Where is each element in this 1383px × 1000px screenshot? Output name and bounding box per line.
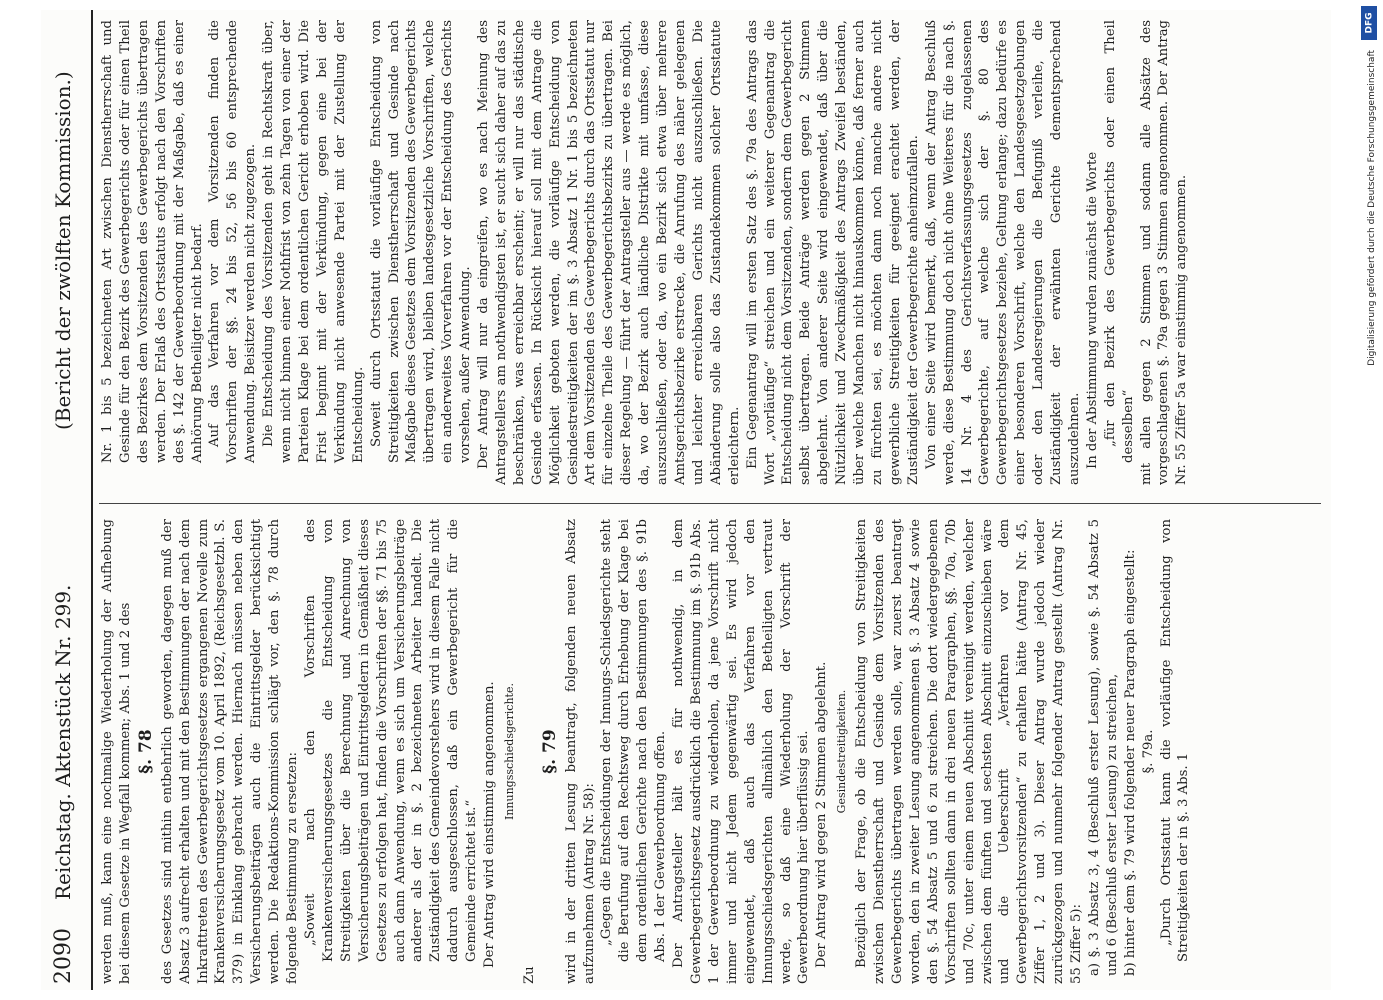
paragraph: Der Antragsteller hält es für nothwendig, in dem Gewerbegerichtsgesetz ausdrücklich die Bestimmung im §. 91b Abs. 1 der Gewerbeordnung zu wiederholen, da jene Vorschrift nicht immer und nicht Jedem gegenwärtig sei. Es wird jedoch eingewendet, daß auch das Verfahren vor den Innungsschiedsgerichten allmählich den Betheiligten vertraut werde, so daß eine Wiederholung der Vorschrift der Gewerbeordnung hier überflüssig sei. xyxy=(671,519,812,984)
rotated-document xyxy=(41,10,1331,990)
paragraph: Bezüglich der Frage, ob die Entscheidung von Streitigkeiten zwischen Dienstherrschaft und Gesinde dem Vorsitzenden des Gewerbegerichts übertragen werden solle, war zuerst beantragt worden, den in zweiter Lesung angenommenen §. 3 Absatz 4 sowie den §. 54 Absatz 5 und 6 zu streichen. Die dort wiedergegebenen Vorschriften sollten dann in drei neuen Paragraphen, §§. 70a, 70b und 70c, unter einem neuen Abschnitt vereinigt werden, welcher zwischen dem fünften und sechsten Abschnitt einzuschieben wäre und die Ueberschrift „Verfahren vor dem Gewerbegerichtsvorsitzenden“ zu erhalten hätte (Antrag Nr. 45, Ziffer 1, 2 und 3). Dieser Antrag wurde jedoch wieder zurückgezogen und nunmehr folgender Antrag gestellt (Antrag Nr. 55 Ziffer 5): xyxy=(854,519,1085,984)
left-column xyxy=(99,519,1321,984)
paragraph: Ein Gegenantrag will im ersten Satz des §. 79a des Antrags das Wort „vorläufige“ streichen und ein weiterer Gegenantrag die Entscheidung nicht dem Vorsitzenden, sondern dem Gewerbegericht selbst übertragen. Beide Anträge werden gegen 2 Stimmen abgelehnt. Von anderer Seite wird eingewendet, daß über die Nützlichkeit und Zweckmäßigkeit des Antrags Zweifel beständen, über welche Manchen nicht hinauskommen könne, daß ferner auch zu fürchten sei, es möchten dann noch manche andere nicht gewerbliche Streitigkeiten für geeignet erachtet werden, der Zuständigkeit der Gewerbegerichte anheimzufallen. xyxy=(744,20,921,485)
paragraph: Der Antrag wird gegen 2 Stimmen abgelehnt. xyxy=(814,661,830,968)
paragraph: wird in der dritten Lesung beantragt, folgenden neuen Absatz aufzunehmen (Antrag Nr. 58): xyxy=(563,519,597,984)
paragraph: Von einer Seite wird bemerkt, daß, wenn der Antrag Beschluß werde, diese Bestimmung doch nicht ohne Weiteres für die nach §. 14 Nr. 4 des Gerichtsverfassungsgesetzes zugelassenen Gewerbegerichte, auf welche sich der §. 80 des Gewerbegerichtsgesetzes beziehe, Geltung erlange; dazu bedürfe es einer besonderen Vorschrift, welche den Landesgesetzgebungen oder den Landesregierungen die Befugniß verleihe, die Zuständigkeit der erwähnten Gerichte dementsprechend auszudehnen. xyxy=(923,20,1082,485)
quote: „für den Bezirk des Gewerbegerichts oder einen Theil desselben“ xyxy=(1102,20,1136,463)
section-heading: §. 79a. xyxy=(1140,729,1156,774)
list-item: b) hinter dem §. 79 wird folgender neuer Paragraph eingestellt: xyxy=(1122,549,1138,976)
quote: „Gegen die Entscheidungen der Innungs-Schiedsgerichte steht die Berufung auf den Rechtsweg durch Erhebung der Klage bei dem ordentlichen Gerichte nach den Bestimmungen des §. 91b Abs. 1 der Gewerbeordnung offen. xyxy=(599,519,669,962)
paragraph: Der Antrag wird einstimmig angenommen. xyxy=(482,681,498,968)
quote: „Soweit nach den Vorschriften des Krankenversicherungsgesetzes die Entscheidung von Streitigkeiten über die Berechnung und Anrechnung von Versicherungsbeiträgen und Eintrittsgeldern in Gemäßheit dieses Gesetzes zu erfolgen hat, finden die Vorschriften der §§. 71 bis 75 auch dann Anwendung, wenn es sich um Versicherungsbeiträge anderer als der in §. 2 bezeichneten Arbeiter handelt. Die Zuständigkeit des Gemeindevorstehers wird in diesem Falle nicht dadurch ausgeschlossen, daß ein Gewerbegericht für die Gemeinde errichtet ist.“ xyxy=(302,519,480,962)
paragraph: des Gesetzes sind mithin entbehrlich geworden, dagegen muß der Absatz 3 aufrecht erhalten und mit den Bestimmungen der nach dem Inkrafttreten des Gewerbegerichtsgesetzes ergangenen Novelle zum Krankenversicherungsgesetz vom 10. April 1892, (Reichsgesetzbl. S. 379) in Einklang gebracht werden. Hiernach müssen neben den Versicherungsbeiträgen auch die Eintrittsgelder berücksichtigt werden. Die Redaktions-Kommission schlägt vor, den §. 78 durch folgende Bestimmung zu ersetzen: xyxy=(159,519,301,984)
column-divider xyxy=(99,503,1321,504)
page-number: 2090 xyxy=(51,928,76,984)
paragraph: Der Antrag will nur da eingreifen, wo es nach Meinung des Antragstellers am nothwendigsten ist, er sucht sich daher auf das zu beschränken, was erreichbar erscheint; er will nur das städtische Gesinde erfassen. In Rücksicht hierauf soll mit dem Antrage die Möglichkeit geboten werden, die vorläufige Entscheidung von Gesindestreitigkeiten der im §. 3 Absatz 1 Nr. 1 bis 5 bezeichneten Art dem Vorsitzenden des Gewerbegerichts durch das Ortsstatut nur für einzelne Theile des Gewerbegerichtsbezirks zu übertragen. Bei dieser Regelung — führt der Antragsteller aus — werde es möglich, da, wo der Bezirk auch ländliche Distrikte mit umfasse, diese auszuschließen, oder da, wo ein Bezirk sich etwa über mehrere Amtsgerichtsbezirke erstrecke, die Anrufung des näher gelegenen und leichter erreichbaren Gerichts nicht auszuschließen. Die Abänderung solle also das Zustandekommen solcher Ortsstatute erleichtern. xyxy=(476,20,742,485)
quote: Soweit durch Ortsstatut die vorläufige Entscheidung von Streitigkeiten zwischen Dienstherrschaft und Gesinde nach Maßgabe dieses Gesetzes dem Vorsitzenden des Gewerbegerichts übertragen wird, bleiben landesgesetzliche Vorschriften, welche ein anderweites Vorverfahren vor der Entscheidung des Gerichts vorsehen, außer Anwendung. xyxy=(368,20,474,463)
page-header xyxy=(41,10,93,990)
digitization-sidebar xyxy=(1359,0,1379,1000)
dfg-logo: DFG xyxy=(1361,6,1377,40)
margin-heading: Innungsschiedsgerichte. xyxy=(502,683,516,820)
header-title: Reichstag. Aktenstück Nr. 299. xyxy=(51,584,75,900)
paragraph: werden muß, kann eine nochmalige Wiederholung der Aufhebung bei diesem Gesetze in Wegfall kommen; Abs. 1 und 2 des xyxy=(100,519,133,984)
paragraph: In der Abstimmung wurden zunächst die Worte xyxy=(1084,151,1100,469)
list-item: a) §. 3 Absatz 3, 4 (Beschluß erster Lesung), sowie §. 54 Absatz 5 und 6 (Beschluß erster Lesung) zu streichen, xyxy=(1086,519,1120,976)
margin-heading: Gesindestreitigkeiten. xyxy=(835,689,849,814)
quote: Nr. 1 bis 5 bezeichneten Art zwischen Dienstherrschaft und Gesinde für den Bezirk des Gewerbegerichts oder für einen Theil des Bezirkes dem Vorsitzenden des Gewerbegerichts übertragen werden. Der Erlaß des Ortsstatuts erfolgt nach den Vorschriften des §. 142 der Gewerbeordnung mit der Maßgabe, daß es einer Anhörung Betheiligter nicht bedarf. xyxy=(100,20,205,463)
quote: Auf das Verfahren vor dem Vorsitzenden finden die Vorschriften der §§. 24 bis 52, 56 bis 60 entsprechende Anwendung. Beisitzer werden nicht zugezogen. xyxy=(207,20,259,463)
paragraph: mit allen gegen 2 Stimmen und sodann alle Absätze des vorgeschlagenen §. 79a gegen 3 Stimmen angenommen. Der Antrag Nr. 55 Ziffer 5a war einstimmig angenommen. xyxy=(1138,20,1190,485)
section-heading: §. 79 xyxy=(539,729,560,774)
zu-label: Zu xyxy=(521,966,537,984)
quote: Die Entscheidung des Vorsitzenden geht in Rechtskraft über, wenn nicht binnen einer Nothfrist von zehn Tagen von einer der Parteien Klage bei dem ordentlichen Gericht erhoben wird. Die Frist beginnt mit der Verkündung, gegen eine bei der Verkündung nicht anwesende Partei mit der Zustellung der Entscheidung. xyxy=(261,20,366,463)
section-heading: §. 78 xyxy=(135,729,156,774)
quote: „Durch Ortsstatut kann die vorläufige Entscheidung von Streitigkeiten der in §. 3 Abs. 1 xyxy=(1158,519,1192,962)
credit-line: Digitalisierung gefördert durch die Deutsche Forschungsgemeinschaft xyxy=(1367,50,1377,366)
right-column xyxy=(99,20,1321,485)
header-commission: (Bericht der zwölften Kommission.) xyxy=(51,71,75,430)
